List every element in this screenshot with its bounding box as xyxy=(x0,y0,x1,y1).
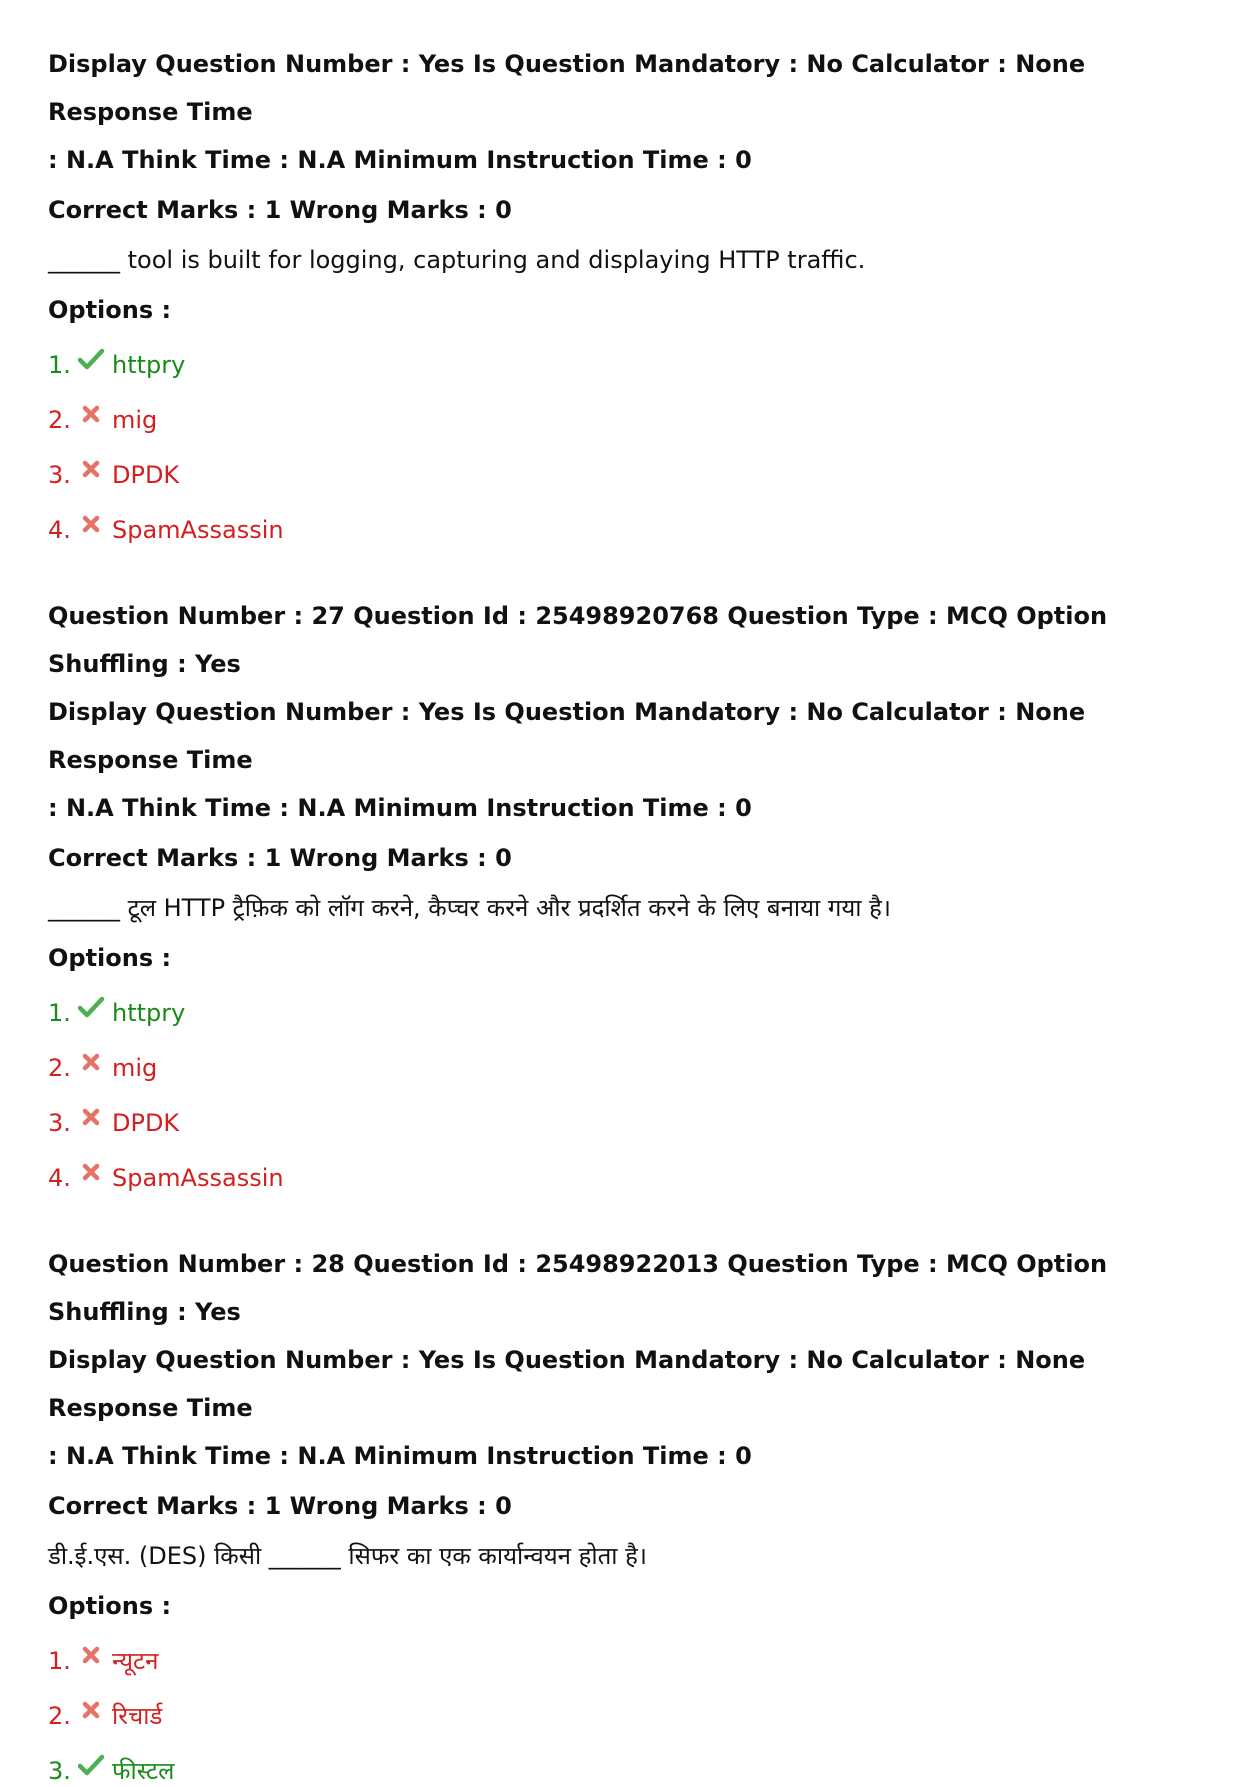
option-number: 2. xyxy=(48,1702,71,1730)
cross-icon xyxy=(78,512,104,536)
option-text: mig xyxy=(112,1054,158,1082)
marks-info: Correct Marks : 1 Wrong Marks : 0 xyxy=(48,196,512,224)
question-block-partial xyxy=(48,40,1208,546)
question-meta-line: Question Number : 27 Question Id : 25498920768 Question Type : MCQ Option Shuffling : Yes xyxy=(48,602,1108,678)
option-item xyxy=(48,1162,1208,1194)
question-meta-line: Question Number : 28 Question Id : 25498922013 Question Type : MCQ Option Shuffling : Yes xyxy=(48,1250,1108,1326)
option-number: 1. xyxy=(48,1647,71,1675)
option-text: DPDK xyxy=(112,1109,180,1137)
option-number: 4. xyxy=(48,516,71,544)
cross-icon xyxy=(78,457,104,481)
option-item xyxy=(48,997,1208,1029)
option-number: 3. xyxy=(48,461,71,489)
question-meta-line: Display Question Number : Yes Is Question Mandatory : No Calculator : None Response Time xyxy=(48,50,1086,126)
check-icon xyxy=(78,347,104,371)
option-item xyxy=(48,459,1208,491)
options-label: Options : xyxy=(48,296,172,324)
option-number: 2. xyxy=(48,406,71,434)
option-number: 1. xyxy=(48,351,71,379)
cross-icon xyxy=(78,1698,104,1722)
option-item xyxy=(48,1645,1208,1677)
question-meta-line: : N.A Think Time : N.A Minimum Instruction Time : 0 xyxy=(48,146,752,174)
options-label: Options : xyxy=(48,944,172,972)
marks-info: Correct Marks : 1 Wrong Marks : 0 xyxy=(48,844,512,872)
option-text: न्यूटन xyxy=(112,1647,159,1675)
options-label: Options : xyxy=(48,1592,172,1620)
question-paper-page xyxy=(48,40,1208,1787)
cross-icon xyxy=(78,1105,104,1129)
question-text: डी.ई.एस. (DES) किसी ______ सिफर का एक कार्यान्वयन होता है। xyxy=(48,1542,647,1570)
question-block-28 xyxy=(48,1240,1208,1787)
marks-info: Correct Marks : 1 Wrong Marks : 0 xyxy=(48,1492,512,1520)
options-list xyxy=(48,997,1208,1194)
cross-icon xyxy=(78,1160,104,1184)
question-text: ______ tool is built for logging, capturing and displaying HTTP traffic. xyxy=(48,246,866,274)
option-text: रिचार्ड xyxy=(112,1702,163,1730)
option-text: httpry xyxy=(112,999,186,1027)
option-item xyxy=(48,349,1208,381)
check-icon xyxy=(78,1753,104,1777)
option-text: फीस्टल xyxy=(112,1757,175,1785)
options-list xyxy=(48,1645,1208,1787)
option-item xyxy=(48,1755,1208,1787)
question-meta-line: Display Question Number : Yes Is Question Mandatory : No Calculator : None Response Time xyxy=(48,698,1086,774)
option-item xyxy=(48,1700,1208,1732)
cross-icon xyxy=(78,1050,104,1074)
option-item xyxy=(48,514,1208,546)
option-number: 3. xyxy=(48,1109,71,1137)
option-number: 2. xyxy=(48,1054,71,1082)
question-meta-line: : N.A Think Time : N.A Minimum Instruction Time : 0 xyxy=(48,794,752,822)
question-meta-line: Display Question Number : Yes Is Question Mandatory : No Calculator : None Response Time xyxy=(48,1346,1086,1422)
option-item xyxy=(48,1052,1208,1084)
option-item xyxy=(48,1107,1208,1139)
options-list xyxy=(48,349,1208,546)
option-text: httpry xyxy=(112,351,186,379)
option-number: 1. xyxy=(48,999,71,1027)
option-text: SpamAssassin xyxy=(112,1164,284,1192)
option-text: mig xyxy=(112,406,158,434)
option-number: 3. xyxy=(48,1757,71,1785)
question-block-27 xyxy=(48,592,1208,1194)
check-icon xyxy=(78,995,104,1019)
question-text: ______ टूल HTTP ट्रैफ़िक को लॉग करने, कैप्चर करने और प्रदर्शित करने के लिए बनाया गया है। xyxy=(48,894,891,922)
option-item xyxy=(48,404,1208,436)
question-meta-line: : N.A Think Time : N.A Minimum Instruction Time : 0 xyxy=(48,1442,752,1470)
option-text: SpamAssassin xyxy=(112,516,284,544)
option-number: 4. xyxy=(48,1164,71,1192)
cross-icon xyxy=(78,1643,104,1667)
option-text: DPDK xyxy=(112,461,180,489)
cross-icon xyxy=(78,402,104,426)
